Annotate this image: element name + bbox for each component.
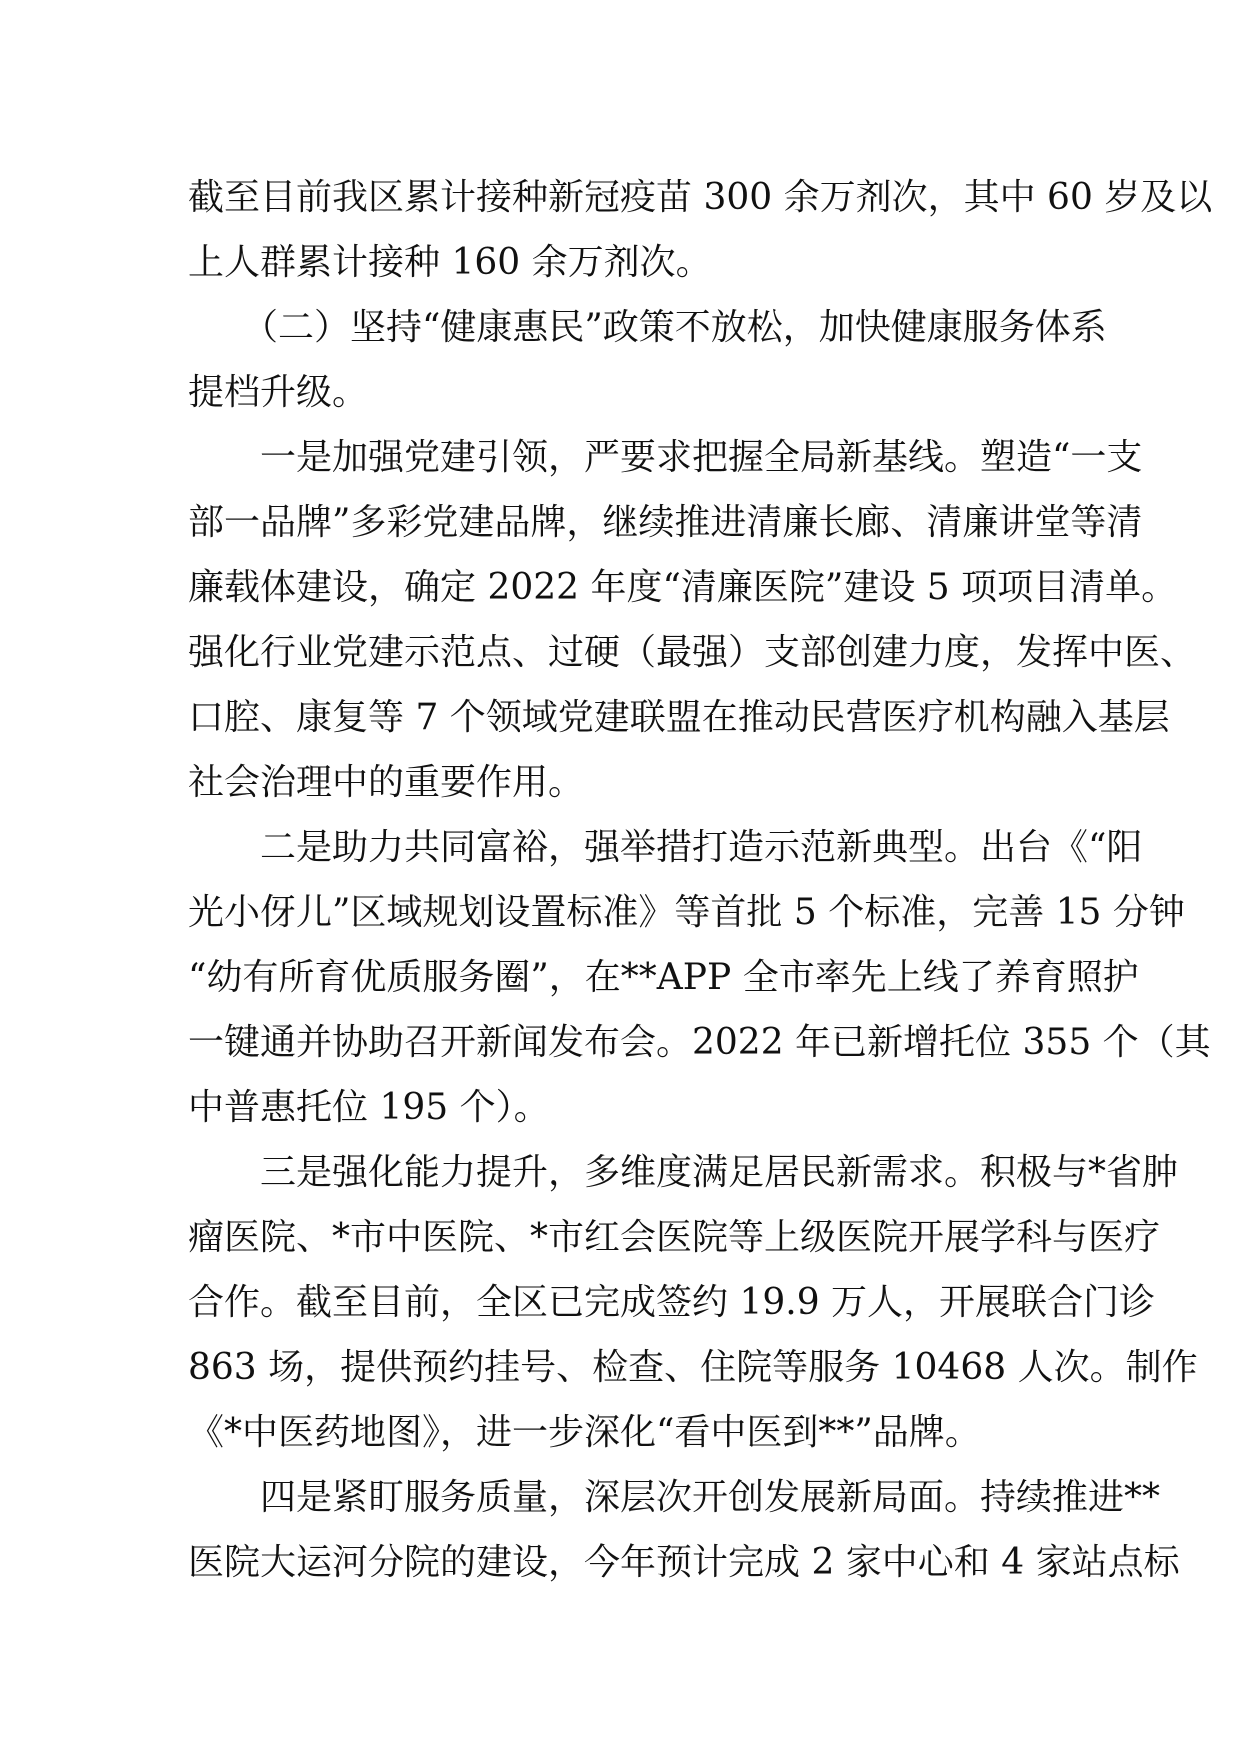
text-line: 瘤医院、*市中医院、*市红会医院等上级医院开展学科与医疗: [188, 1217, 1161, 1258]
text-line: 一键通并协助召开新闻发布会。2022 年已新增托位 355 个（其: [188, 1022, 1211, 1063]
text-line: 医院大运河分院的建设，今年预计完成 2 家中心和 4 家站点标: [188, 1542, 1180, 1583]
text-line: 强化行业党建示范点、过硬（最强）支部创建力度，发挥中医、: [188, 632, 1197, 673]
section-heading: 提档升级。: [188, 372, 369, 413]
text-line: 一是加强党建引领，严要求把握全局新基线。塑造“一支: [188, 437, 1143, 478]
text-line: 光小伢儿”区域规划设置标准》等首批 5 个标准，完善 15 分钟: [188, 892, 1185, 933]
text-line: 截至目前我区累计接种新冠疫苗 300 余万剂次，其中 60 岁及以: [188, 177, 1213, 218]
text-line: 上人群累计接种 160 余万剂次。: [188, 242, 712, 283]
text-line: 四是紧盯服务质量，深层次开创发展新局面。持续推进**: [188, 1477, 1161, 1518]
text-line: 二是助力共同富裕，强举措打造示范新典型。出台《“阳: [188, 827, 1143, 868]
text-line: 三是强化能力提升，多维度满足居民新需求。积极与*省肿: [188, 1152, 1179, 1193]
text-line: 合作。截至目前，全区已完成签约 19.9 万人，开展联合门诊: [188, 1282, 1156, 1323]
text-line: 《*中医药地图》，进一步深化“看中医到**”品牌。: [188, 1412, 981, 1453]
section-heading: （二）坚持“健康惠民”政策不放松，加快健康服务体系: [188, 307, 1107, 348]
text-line: 社会治理中的重要作用。: [188, 762, 585, 803]
text-line: “幼有所育优质服务圈”，在**APP 全市率先上线了养育照护: [188, 957, 1139, 998]
text-line: 863 场，提供预约挂号、检查、住院等服务 10468 人次。制作: [188, 1347, 1198, 1388]
text-line: 廉载体建设，确定 2022 年度“清廉医院”建设 5 项项目清单。: [188, 567, 1178, 608]
text-line: 部一品牌”多彩党建品牌，继续推进清廉长廊、清廉讲堂等清: [188, 502, 1143, 543]
text-line: 中普惠托位 195 个）。: [188, 1087, 550, 1128]
text-line: 口腔、康复等 7 个领域党建联盟在推动民营医疗机构融入基层: [188, 697, 1170, 738]
